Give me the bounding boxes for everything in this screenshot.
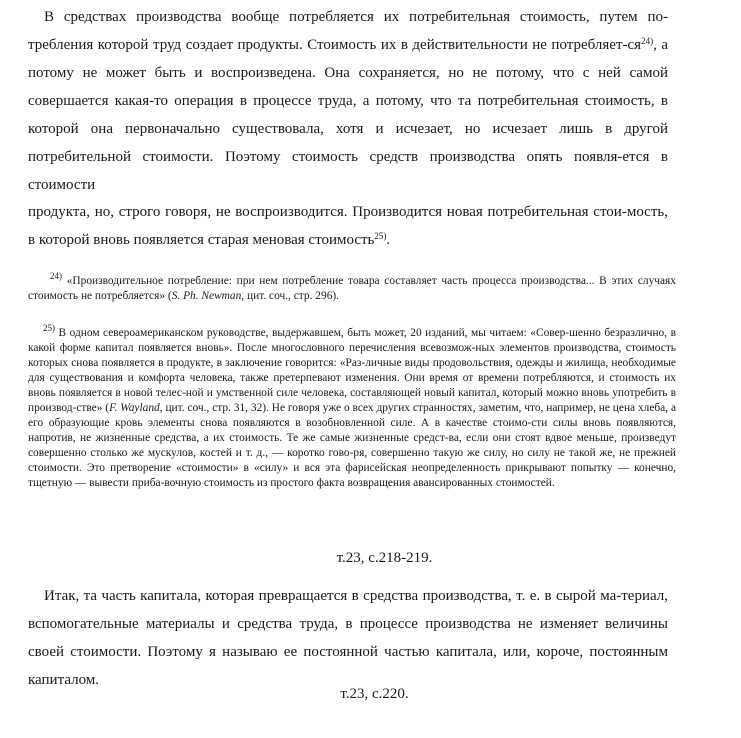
footnote-text: В одном североамериканском руководстве, выдержавшем, быть может, 20 изданий, мы читаем: «Совер-шенно безразлично, в какой форме капитал появляется вновь». После многословного перечисления всевозмож-ных элементов производства, стоимость которых снова появляется в продукте, в заключение говорится: «Раз-личные виды продовольствия, одежды и жилища, необходимые для существования и комфорта человека, также претерпевают изменения. Они время от времени потребляются, и стоимость их вновь появляется в новой телес-ной и умственной силе человека, составляющей новый капитал, который можно вновь употребить в производ-стве» ( [28,327,676,414]
footnote-author: S. Ph. Newman, [171,290,245,302]
footnote-24 [28,271,676,304]
paragraph-text: , а потому не может быть и воспроизведена. Она сохраняется, но не потому, что с ней самой совершается какая-то операция в процессе труда, а потому, что та потребительная стоимость, в которой она первоначально существовала, хотя и исчезает, но исчезает лишь в другой потребительной стоимости. Поэтому стоимость средств производства опять появля-ется в стоимости [28,37,668,193]
footnote-ref-25: 25) [374,231,387,241]
source-reference: т.23, с.220. [340,686,409,702]
paragraph-means-of-production [28,3,668,199]
paragraph-text: В средствах производства вообще потребляется их потребительная стоимость, путем по-требления которой труд создает продукты. Стоимость их в действительности не потребляет-ся [28,9,668,53]
footnote-ref-24: 24) [641,36,654,46]
paragraph-text: продукта, но, строго говоря, не воспроизводится. Производится новая потребительная стои-мость, в которой вновь появляется старая меновая стоимость [28,204,668,248]
footnote-text: цит. соч., стр. 296). [244,290,340,302]
footnote-mark-24: 24) [50,271,62,281]
paragraph-continuation [28,198,668,254]
paragraph-text: . [386,232,391,248]
paragraph-constant-capital: Итак, та часть капитала, которая превращается в средства производства, т. е. в сырой ма-териал, вспомогательные материалы и средства труда, в процессе производства не изменяет величины своей стоимости. Поэтому я называю ее постоянной частью капитала, или, короче, постоянным капиталом. [28,588,668,688]
source-reference: т.23, с.218-219. [336,550,433,566]
footnote-author: F. Wayland, [109,402,163,414]
footnote-mark-25: 25) [43,323,55,333]
footnote-text: «Производительное потребление: при нем потребление товара составляет часть процесса производства... В этих случаях стоимость не потребляется» ( [28,275,676,302]
footnote-25 [28,323,676,491]
footnote-text: цит. соч., стр. 31, 32). Не говоря уже о всех других странностях, заметим, что, например, не цена хлеба, а его образующие кровь элементы снова появляются в возобновленной силе. А в качестве стоимо-сти силы вновь появляются, напротив, не жизненные средства, а их стоимость. Те же самые жизненные средст-ва, если они стоят вдвое меньше, произведут совершенно столько же мускулов, костей и т. д., — коротко гово-ря, совершенно такую же силу, но силу не такой же, не прежней стоимости. Это претворение «стоимости» в «силу» и вся эта фарисейская неопределенность прикрывают попытку — конечно, тщетную — вывести приба-вочную стоимость из простого факта возвращения авансированных стоимостей. [28,402,676,489]
